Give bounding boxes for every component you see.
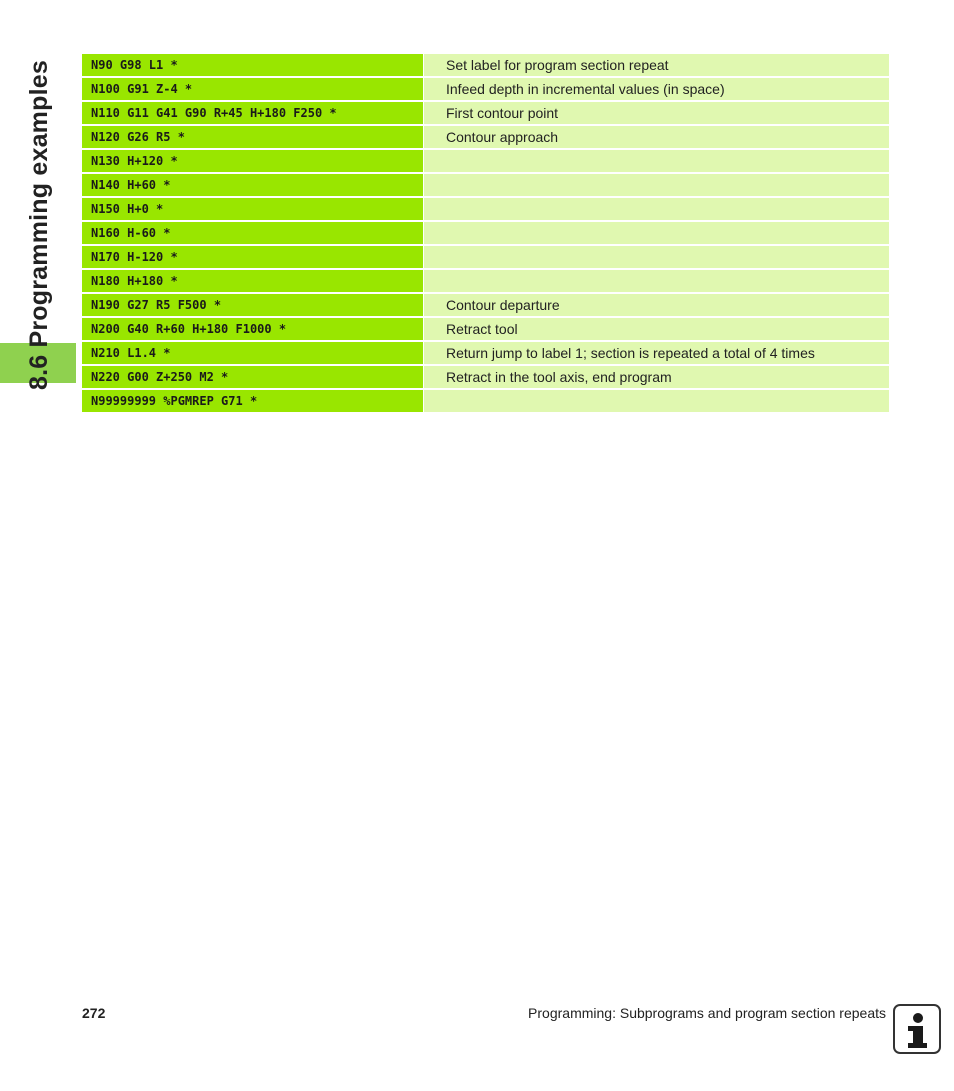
table-row bbox=[82, 246, 889, 268]
table-row bbox=[82, 126, 889, 148]
description-cell: Contour departure bbox=[424, 294, 889, 316]
code-cell: N150 H+0 * bbox=[82, 198, 423, 220]
code-cell: N190 G27 R5 F500 * bbox=[82, 294, 423, 316]
table-row bbox=[82, 198, 889, 220]
info-glyph bbox=[895, 1006, 939, 1052]
table-row bbox=[82, 222, 889, 244]
description-cell bbox=[424, 270, 889, 292]
page-number: 272 bbox=[82, 1005, 106, 1021]
program-listing-table bbox=[82, 54, 889, 414]
description-cell bbox=[424, 246, 889, 268]
section-title: 8.6 Programming examples bbox=[25, 60, 53, 390]
table-row bbox=[82, 342, 889, 364]
table-row bbox=[82, 294, 889, 316]
description-cell: Return jump to label 1; section is repeated a total of 4 times bbox=[424, 342, 889, 364]
description-cell: Infeed depth in incremental values (in space) bbox=[424, 78, 889, 100]
table-row bbox=[82, 366, 889, 388]
table-row bbox=[82, 174, 889, 196]
code-cell: N220 G00 Z+250 M2 * bbox=[82, 366, 423, 388]
code-cell: N130 H+120 * bbox=[82, 150, 423, 172]
code-cell: N140 H+60 * bbox=[82, 174, 423, 196]
code-cell: N180 H+180 * bbox=[82, 270, 423, 292]
description-cell: Set label for program section repeat bbox=[424, 54, 889, 76]
table-row bbox=[82, 390, 889, 412]
chapter-title: Programming: Subprograms and program section repeats bbox=[528, 1005, 886, 1021]
code-cell: N160 H-60 * bbox=[82, 222, 423, 244]
table-row bbox=[82, 78, 889, 100]
table-row bbox=[82, 150, 889, 172]
description-cell: Contour approach bbox=[424, 126, 889, 148]
code-cell: N100 G91 Z-4 * bbox=[82, 78, 423, 100]
table-row bbox=[82, 102, 889, 124]
table-row bbox=[82, 270, 889, 292]
description-cell bbox=[424, 174, 889, 196]
code-cell: N170 H-120 * bbox=[82, 246, 423, 268]
table-row bbox=[82, 318, 889, 340]
description-cell bbox=[424, 222, 889, 244]
code-cell: N90 G98 L1 * bbox=[82, 54, 423, 76]
code-cell: N120 G26 R5 * bbox=[82, 126, 423, 148]
description-cell bbox=[424, 390, 889, 412]
code-cell: N200 G40 R+60 H+180 F1000 * bbox=[82, 318, 423, 340]
code-cell: N99999999 %PGMREP G71 * bbox=[82, 390, 423, 412]
description-cell: First contour point bbox=[424, 102, 889, 124]
code-cell: N110 G11 G41 G90 R+45 H+180 F250 * bbox=[82, 102, 423, 124]
description-cell bbox=[424, 150, 889, 172]
description-cell bbox=[424, 198, 889, 220]
info-icon bbox=[893, 1004, 941, 1054]
table-row bbox=[82, 54, 889, 76]
description-cell: Retract in the tool axis, end program bbox=[424, 366, 889, 388]
code-cell: N210 L1.4 * bbox=[82, 342, 423, 364]
description-cell: Retract tool bbox=[424, 318, 889, 340]
